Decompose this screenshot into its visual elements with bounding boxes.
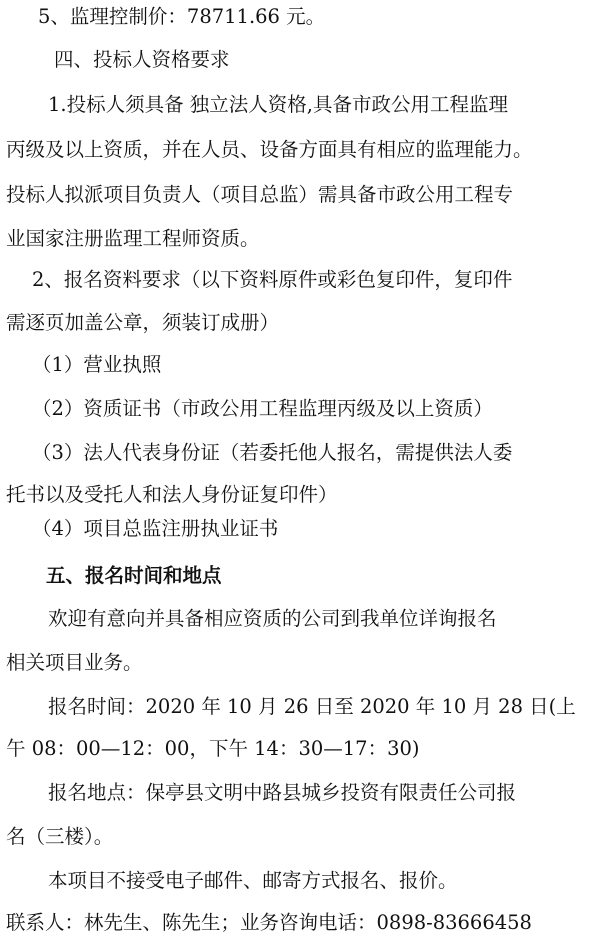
qualification-item-1-line-2: 丙级及以上资质，并在人员、设备方面具有相应的监理能力。 xyxy=(6,138,533,161)
material-item-1: （1）营业执照 xyxy=(32,353,162,376)
registration-time-line-2: 午 08：00—12：00，下午 14：30—17：30) xyxy=(6,737,420,760)
registration-materials-line-2: 需逐页加盖公章，须装订成册） xyxy=(6,311,280,334)
no-email-notice: 本项目不接受电子邮件、邮寄方式报名、报价。 xyxy=(48,869,458,892)
material-item-3-line-1: （3）法人代表身份证（若委托他人报名，需提供法人委 xyxy=(32,441,513,464)
section-heading-registration: 五、报名时间和地点 xyxy=(46,564,222,587)
welcome-line-1: 欢迎有意向并具备相应资质的公司到我单位详询报名 xyxy=(48,607,497,630)
registration-time-line-1: 报名时间：2020 年 10 月 26 日至 2020 年 10 月 28 日(上 xyxy=(48,695,576,718)
control-price-line: 5、监理控制价：78711.66 元。 xyxy=(38,5,326,28)
material-item-2: （2）资质证书（市政公用工程监理丙级及以上资质） xyxy=(32,397,493,420)
registration-place-line-2: 名（三楼）。 xyxy=(6,825,114,848)
material-item-3-line-2: 托书以及受托人和法人身份证复印件） xyxy=(6,483,338,506)
contact-line: 联系人：林先生、陈先生；业务咨询电话：0898-83666458 xyxy=(6,911,532,934)
material-item-4: （4）项目总监注册执业证书 xyxy=(32,517,279,540)
section-heading-qualification: 四、投标人资格要求 xyxy=(54,48,230,71)
registration-materials-line-1: 2、报名资料要求（以下资料原件或彩色复印件，复印件 xyxy=(32,268,513,291)
qualification-item-1-line-1: 1.投标人须具备 独立法人资格,具备市政公用工程监理 xyxy=(48,93,509,116)
welcome-line-2: 相关项目业务。 xyxy=(6,651,143,674)
qualification-item-1-line-4: 业国家注册监理工程师资质。 xyxy=(6,227,260,250)
registration-place-line-1: 报名地点：保亭县文明中路县城乡投资有限责任公司报 xyxy=(48,781,517,804)
qualification-item-1-line-3: 投标人拟派项目负责人（项目总监）需具备市政公用工程专 xyxy=(6,183,514,206)
